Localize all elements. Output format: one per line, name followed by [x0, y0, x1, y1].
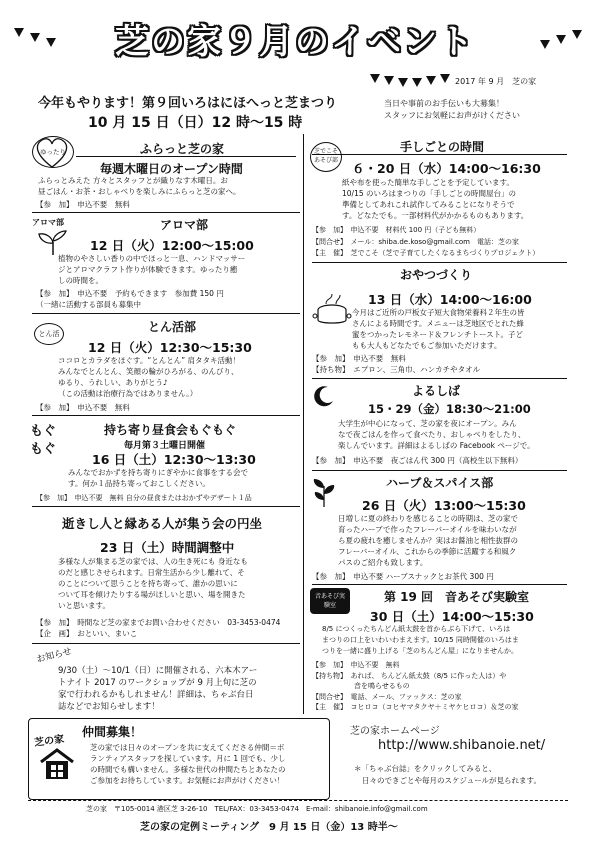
oyatsu-body: 今月はご近所の戸板女子短大食物栄養科２年生の皆 さんによる時間です。メニューは芝地区でとれた蜂 蜜をつかったレモネード＆フレンチトースト。子ど もも大人もどなたでもご参加いただけます。 [352, 308, 525, 350]
oshirase-body: 9/30（土）～10/1（日）に開催される、六本木アー トナイト 2017 のワークショップが 9 月上旬に芝の 家で行われるかもしれません！詳細は、ちゃぶ台日 誌などでお知らせします！ [58, 666, 258, 712]
aroma-badge: アロマ部 [32, 218, 64, 227]
page-title: 芝の家９月のイベント [115, 22, 475, 62]
herb-title: ハーブ＆スパイス部 [386, 476, 494, 490]
oshirase-badge: お知らせ [35, 646, 73, 666]
recruit-body: 芝の家では日々のオープンを共に支えてくださる仲間＝ボ ランティアスタッフを探しています。月に 1 回でも、少し の時間でも構いません。多様な世代の仲間たちとあなたの ご参加をお待ちしています。お気軽にお声がけください！ [90, 743, 286, 785]
festival-headline: 今年もやります！第９回いろはにほへっと芝まつり [38, 96, 338, 111]
section-rule [76, 156, 296, 157]
yorushiba-time: 15・29（金）18:30～21:00 [368, 402, 531, 416]
herb-info: 【参 加】 申込不要 ハーブスナックとお茶代 300 円 [312, 572, 494, 581]
recruit-title: 仲間募集！ [82, 725, 143, 739]
furatto-body: ふらっとみえた 方々とスタッフとが織りなす木曜日。お 昼ごはん・お茶・おしゃべりを楽しみにふらっと芝の家へ。 [38, 176, 241, 196]
section-rule [32, 506, 300, 507]
heart-badge: ゆったり [32, 136, 74, 168]
jikken-info: 【参 加】 申込不要 無料 【持ち物】 あれば、 ちんどん紙太鼓（8/5 に作った人は）や 音を鳴らせるもの 【問合せ】 電話、メール、ファックス：芝の家 【主 催】 コヒロコ（コヒヤマタクヤ＋ミヤケヒロコ）＆芝の家 [312, 661, 519, 711]
mogumogu-body: みんなでおかずを持ち寄りにぎやかに食事をする会で す。何か１品持ち寄っておこしください。 [68, 468, 248, 488]
tonkatsu-body: ココロとカラダをほぐす。“とんとん” 肩タタキ活動！ みんなでとんとん、笑顔の輪がひろがる、のんびり、 ゆるり、うれしい、ありがとう♪ （この活動は治療行為ではありません。） [58, 356, 240, 398]
yorushiba-body: 大学生が中心になって、芝の家を夜にオープン。みん なで夜ごはんを作って食べたり、おしゃべりをしたり、 楽しんでいます。詳細はよるしばの Facebook ページで。 [338, 419, 535, 450]
herb-leaf-icon [310, 478, 338, 508]
yorushiba-info: 【参 加】 申込不要 夜ごはん代 300 円（高校生以下無料） [312, 456, 523, 465]
tonkatsu-title: とん活部 [148, 320, 197, 334]
mogumogu-badge: もぐもぐ [30, 424, 57, 457]
section-rule [32, 415, 300, 416]
footer-address: 芝の家 〒105-0014 港区芝 3-26-10 TEL/FAX：03-3453-0474 E-mail：shibanoie.info@gmail.com [86, 805, 428, 813]
section-rule [312, 154, 567, 155]
herb-body: 日増しに夏の終わりを感じることの時期は、芝の家で 育ったハーブで作ったフレーバーオイルを味わいなが ら夏の疲れを癒しませんか？実はお醤油と相性抜群の フレーバーオイル、これからの季節に活躍する和風ク パスのご紹介も致します。 [338, 514, 518, 567]
tegoto-title: 手しごとの時間 [400, 140, 485, 154]
section-rule [32, 313, 300, 314]
jikken-body: 8/5 につくったちんどん紙太鼓を首からぶら下げて、いろは まつりの口上をいわいわまえます。10/15 同時開催のいろはま つりを一緒に盛り上げる「芝のちんどん屋」になりませんか。 [322, 625, 519, 655]
festival-datetime: 10 月 15 日（日）12 時～15 時 [88, 115, 303, 131]
furatto-title: ふらっと芝の家 [140, 142, 225, 156]
jikken-badge: 音あそび実験室 [310, 588, 350, 614]
tonkatsu-badge: とん活 [34, 323, 64, 345]
aroma-title: アロマ部 [160, 218, 209, 232]
section-rule [32, 643, 300, 644]
mogumogu-time: 16 日（土）12:30～13:30 [92, 452, 256, 467]
section-rule [312, 470, 567, 471]
column-divider [303, 134, 304, 714]
moon-icon [312, 384, 336, 408]
tonkatsu-info: 【参 加】 申込不要 無料 [36, 403, 130, 412]
furatto-info: 【参 加】 申込不要 無料 [36, 200, 130, 209]
homepage-note: ＊「ちゃぶ台誌」をクリックしてみると、 日々のできごとや毎月のスケジュールが見られます。 [354, 764, 541, 785]
homepage-url[interactable]: http://www.shibanoie.net/ [378, 738, 546, 753]
homepage-title: 芝の家ホームページ [350, 726, 440, 737]
tegoto-body: 紙や布を使った簡単な手しごとを予定しています。 10/15 のいろはまつりの「手しごとの時間屋台」の 準備としてあれこれ試作してみることになりそうで す。どなたでも。一部材料代がかかるものもあります。 [342, 178, 529, 220]
tegoto-time: ６・20 日（水）14:00～16:30 [352, 161, 541, 176]
oyatsu-time: 13 日（水）14:00～16:00 [368, 292, 532, 307]
furatto-subtitle: 毎週木曜日のオープン時間 [100, 162, 243, 176]
oyatsu-title: おやつづくり [400, 268, 473, 282]
enza-title: 逝きし人と縁ある人が集う会の円坐 [62, 516, 263, 531]
footer-meeting: 芝の家の定例ミーティング 9 月 15 日（金）13 時半～ [140, 822, 398, 833]
help-note: 当日や事前のお手伝いも大募集！ スタッフにお気軽にお声がけください [384, 99, 520, 120]
mogumogu-info: 【参 加】 申込不要 無料 自分の昼食またはおかずやデザート１品 [36, 494, 252, 502]
section-rule [312, 262, 567, 263]
enza-body: 多様な人が集まる芝の家では、人の生き死にも 身近なも のだと感じさせられます。日常生活から少し離れて、そ のことについて思うことを持ち寄って、誰かの思いに ついて耳を傾けたりする場がほしいと思い、場を開きた いと思います。 [58, 557, 248, 610]
enza-time: 23 日（土）時間調整中 [100, 540, 235, 555]
tonkatsu-time: 12 日（火）12:30～15:30 [88, 340, 252, 355]
aroma-time: 12 日（火）12:00～15:00 [90, 238, 254, 253]
yorushiba-title: よるしば [412, 384, 461, 398]
house-icon [38, 748, 76, 780]
bunting-flags [0, 0, 595, 60]
enza-info: 【参 加】 時間など芝の家までお問い合わせください 03-3453-0474 【企 画】 おといい、まいこ [36, 618, 281, 638]
footer-rule [28, 800, 568, 801]
aroma-body: 植物のやさしい香りの中でほっと一息、ハンドマッサー ジとアロマクラフト作りが体験できます。ゆったり癒 しの時間を。 [58, 254, 246, 285]
aroma-info: 【参 加】 申込不要 予約もできます 参加費 150 円 （一緒に活動する部員も募集中 [36, 289, 224, 309]
issue-date: 2017 年 9 月 芝の家 [455, 77, 537, 86]
section-rule [32, 212, 300, 213]
bunting-flags-2 [370, 74, 460, 88]
jikken-title: 第 19 回 音あそび実験室 [384, 590, 530, 604]
cooking-pot-icon [312, 290, 352, 326]
oyatsu-info: 【参 加】 申込不要 無料 【持ち物】 エプロン、三角巾、ハンカチやタオル [312, 354, 481, 374]
tegoto-info: 【参 加】 申込不要 材料代 100 円（子ども無料） 【問合せ】 メール：shiba.de.koso@gmail.com 電話：芝の家 【主 催】 芝でこそ（芝で子育てしたくなるまちづくりプロジェクト） [312, 226, 540, 257]
herb-time: 26 日（火）13:00～15:30 [362, 498, 526, 513]
section-rule [312, 378, 567, 379]
tegoto-badge: 芝でこそ あそび部 [310, 142, 342, 172]
mogumogu-sub: 毎月第３土曜日開催 [124, 441, 206, 451]
jikken-time: 30 日（土）14:00～15:30 [370, 609, 534, 624]
section-rule [312, 584, 567, 585]
recruit-logo: 芝の家 [33, 733, 65, 750]
mogumogu-title: 持ち寄り昼食会もぐもぐ [104, 423, 237, 437]
